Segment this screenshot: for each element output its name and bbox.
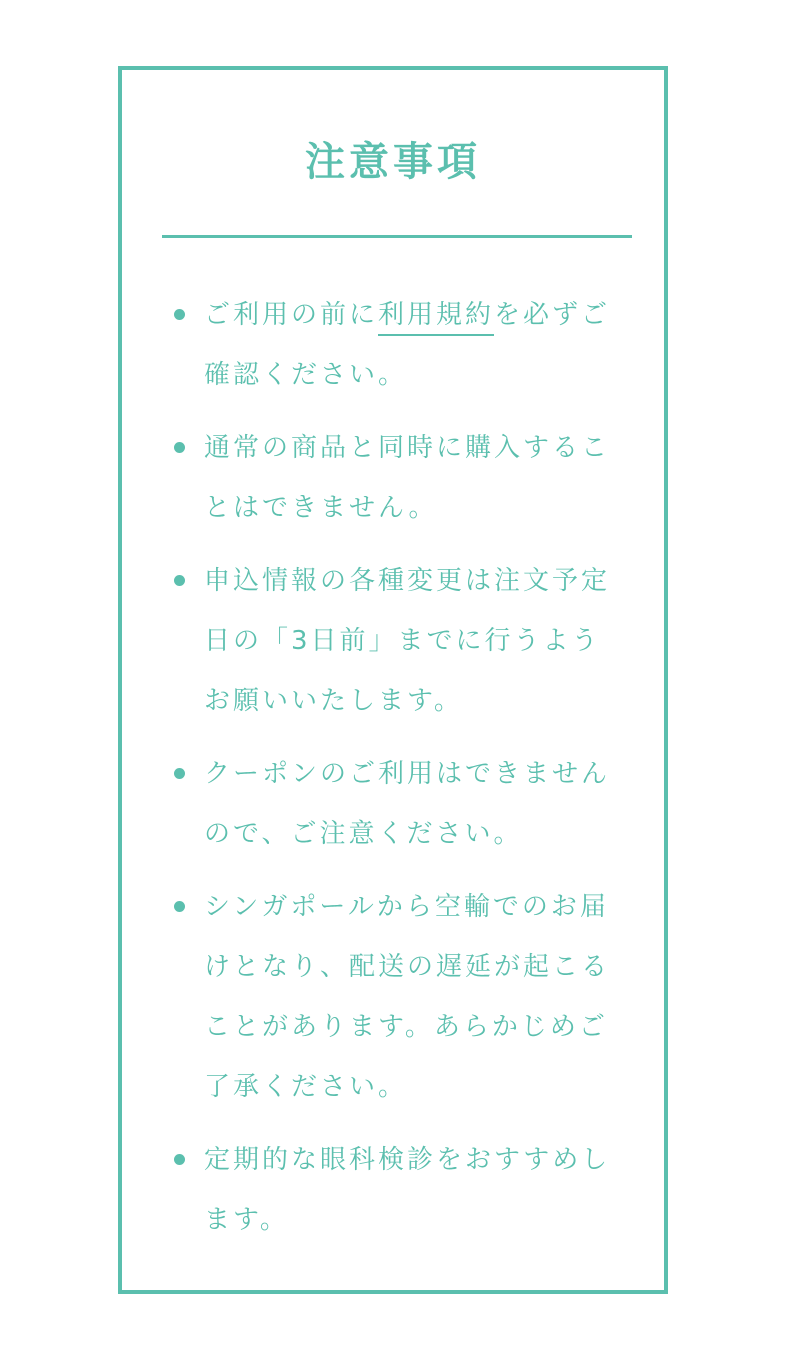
bullet-icon [174, 309, 185, 320]
notice-text: 定期的な眼科検診をおすすめします。 [204, 1145, 611, 1235]
notice-title: 注意事項 [305, 139, 481, 185]
notice-text: クーポンのご利用はできませんので、ご注意ください。 [204, 759, 611, 849]
notice-box [118, 66, 668, 1294]
bullet-icon [174, 901, 185, 912]
bullet-icon [174, 768, 185, 779]
title-divider [162, 235, 632, 238]
notice-item-terms [204, 285, 624, 405]
bullet-icon [174, 575, 185, 586]
notice-text: 通常の商品と同時に購入することはできません。 [204, 433, 611, 523]
notice-text-before-link: ご利用の前に [204, 300, 379, 330]
notice-text-after-link: を必ずご確認ください。 [204, 300, 611, 390]
bullet-icon [174, 1154, 185, 1165]
notice-item-no-combined-purchase [204, 418, 624, 538]
notice-item-shipping-delay [204, 877, 624, 1117]
notice-item-eye-checkup [204, 1130, 624, 1250]
notice-item-change-deadline [204, 551, 624, 731]
notice-text: 申込情報の各種変更は注文予定日の「3日前」までに行うようお願いいたします。 [204, 566, 611, 716]
notice-item-no-coupon [204, 744, 624, 864]
terms-of-use-link[interactable]: 利用規約 [378, 300, 494, 336]
bullet-icon [174, 442, 185, 453]
notice-list [204, 285, 624, 1263]
notice-text: シンガポールから空輸でのお届けとなり、配送の遅延が起こることがあります。あらかじめご了承ください。 [204, 892, 611, 1102]
